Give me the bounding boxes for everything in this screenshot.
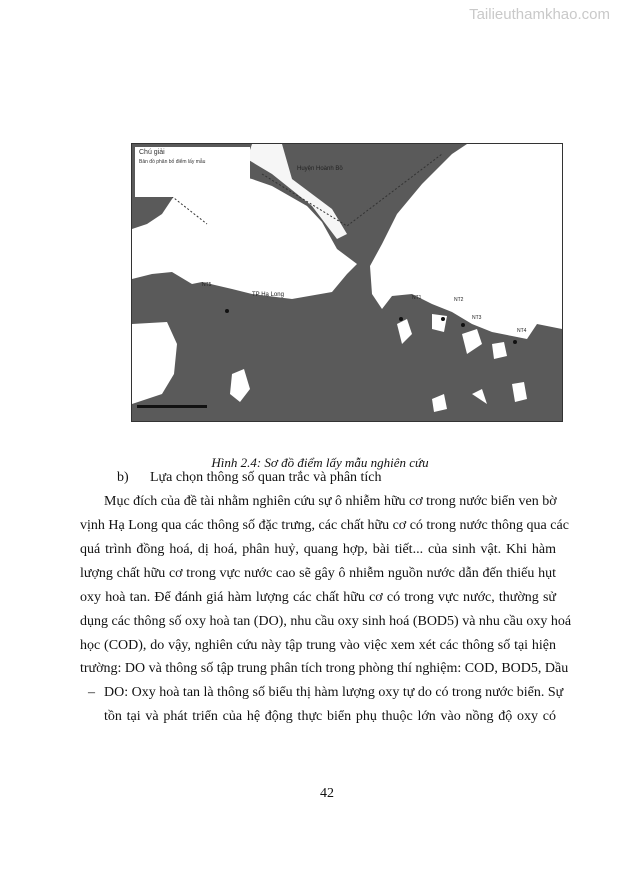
station-label: NT1 xyxy=(412,295,422,301)
legend-subtitle: Bản đồ phân bố điểm lấy mẫu xyxy=(139,159,206,165)
label-ha-long: TP Hạ Long xyxy=(252,292,284,298)
paragraph-line: dụng các thông số oxy hoà tan (DO), nhu cầu oxy sinh hoá (BOD5) và nhu cầu oxy hoá xyxy=(80,614,572,629)
paragraph-line: oxy hoà tan. Để đánh giá hàm lượng các chất hữu cơ có trong vực nước, thường sử xyxy=(80,590,556,605)
figure-caption: Hình 2.4: Sơ đồ điểm lấy mẫu nghiên cứu xyxy=(211,455,429,470)
station-label: NT5 xyxy=(202,282,212,288)
watermark: Tailieuthamkhao.com xyxy=(469,6,610,23)
section-marker: b) xyxy=(117,470,129,485)
section-title: Lựa chọn thông số quan trắc và phân tích xyxy=(150,470,382,485)
station-label: NT2 xyxy=(454,297,464,303)
legend-title: Chú giải xyxy=(139,149,165,156)
page-number: 42 xyxy=(320,786,334,801)
map-legend xyxy=(135,147,250,197)
paragraph-line: quá trình đồng hoá, dị hoá, phân huỷ, quang hợp, bài tiết... của sinh vật. Khi hàm xyxy=(80,542,556,557)
station-label: NT4 xyxy=(517,328,527,334)
station-label: NT3 xyxy=(472,315,482,321)
paragraph-line: trường: DO và thông số tập trung phân tích trong phòng thí nghiệm: COD, BOD5, Dầu xyxy=(80,661,569,676)
bullet-line: tồn tại và phát triển của hệ động thực biển phụ thuộc lớn vào nồng độ oxy có xyxy=(104,709,556,724)
label-hoanh-bo: Huyện Hoành Bồ xyxy=(297,166,343,172)
sampling-map xyxy=(131,143,563,422)
bullet-line: DO: Oxy hoà tan là thông số biểu thị hàm lượng oxy tự do có trong nước biển. Sự xyxy=(104,685,564,700)
paragraph-line: Mục đích của đề tài nhằm nghiên cứu sự ô nhiễm hữu cơ trong nước biển ven bờ xyxy=(104,494,557,509)
paragraph-line: vịnh Hạ Long qua các thông số đặc trưng, các chất hữu cơ có trong nước thông qua các xyxy=(80,518,569,533)
bullet-dash: – xyxy=(88,685,95,700)
paragraph-line: học (COD), do vậy, nghiên cứu này tập trung vào việc xem xét các thông số tại hiện xyxy=(80,638,556,653)
paragraph-line: lượng chất hữu cơ trong vực nước cao sẽ gây ô nhiễm nguồn nước dẫn đến thiếu hụt xyxy=(80,566,556,581)
